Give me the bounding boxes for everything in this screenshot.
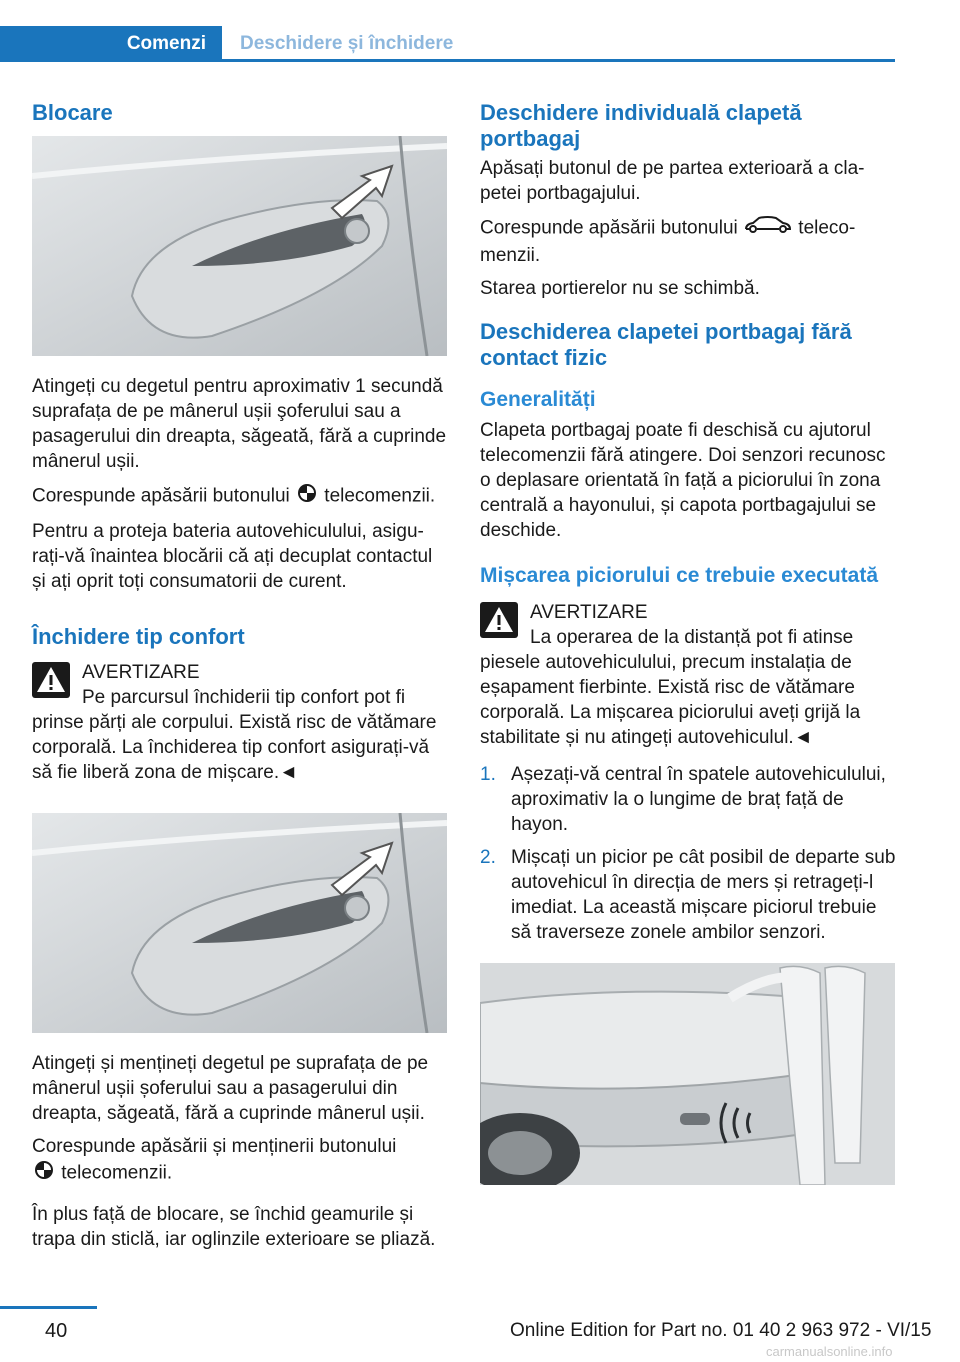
- remote-lock-icon: [295, 482, 319, 511]
- heading-inchidere-confort: Închidere tip confort: [32, 624, 245, 649]
- steps-list: [480, 762, 898, 945]
- warning-box-miscare: [480, 600, 898, 750]
- step-number: 1.: [480, 764, 496, 785]
- trunk-car-icon: [743, 214, 793, 243]
- door-handle-image-1: [32, 136, 447, 356]
- list-item: [480, 762, 898, 837]
- header-tabs: [0, 26, 895, 62]
- heading-miscare: Mișcarea piciorului ce trebuie executată: [480, 564, 878, 587]
- individual-p2-text-before: Corespunde apăsării butonului: [480, 217, 738, 239]
- list-item: [480, 845, 898, 945]
- tab-deschidere-si-inchidere[interactable]: Deschidere și închidere: [222, 26, 895, 62]
- watermark: carmanualsonline.info: [766, 1344, 893, 1359]
- door-handle-image-2: [32, 813, 447, 1033]
- confort-p2-text-before: Corespunde apăsării și menținerii butonului: [32, 1136, 397, 1157]
- tab-comenzi[interactable]: Comenzi: [0, 26, 222, 62]
- rear-bumper-foot-illustration: [480, 963, 895, 1185]
- heading-fara-contact: Deschiderea clapetei portbagaj fără contact fizic: [480, 319, 852, 370]
- warning-text: La operarea de la distanță pot fi atinse piesele autovehiculului, precum instalația de eșapament fierbinte. Există risc de vătămare corporală. La mișcarea piciorului aveți grijă la stabilitate și nu atingeți autovehiculul.◄: [480, 627, 861, 748]
- remote-lock-icon: [32, 1159, 56, 1188]
- warning-title: AVERTIZARE: [82, 662, 200, 683]
- step-text: Așezați-vă central în spatele autovehiculului, aproximativ la o lungime de braț față de hayon.: [511, 764, 886, 835]
- step-text: Mișcați un picior pe cât posibil de departe sub autovehicul în direcția de mers și retrageți-l imediat. La această mișcare piciorul trebuie să traverseze zonele ambilor senzori.: [511, 847, 896, 943]
- tab-underline: [222, 59, 895, 62]
- warning-text: Pe parcursul închiderii tip confort pot fi prinse părți ale corpului. Există risc de vătămare corporală. La închiderea tip confort asigurați-vă să fie liberă zona de mișcare.◄: [32, 687, 437, 783]
- blocare-paragraph-2: [32, 482, 450, 511]
- door-handle-illustration: [32, 136, 447, 356]
- heading-generalitati: Generalități: [480, 388, 596, 411]
- right-column: [480, 100, 898, 1203]
- blocare-paragraph-3: Pentru a proteja bateria autovehiculului, asigurați-vă înaintea blocării că ați decuplat contactul și ați oprit toți consumatorii de curent.: [32, 521, 433, 592]
- edition-text: Online Edition for Part no. 01 40 2 963 972 - VI/15: [510, 1320, 932, 1341]
- individual-paragraph-3: Starea portierelor nu se schimbă.: [480, 278, 760, 299]
- confort-p2-text-after: telecomenzii.: [61, 1162, 173, 1184]
- blocare-p2-text-after: telecomenzii.: [324, 485, 436, 507]
- blocare-p2-text-before: Corespunde apăsării butonului: [32, 485, 290, 507]
- heading-deschidere-individuala: Deschidere individuală clapetă portbagaj: [480, 100, 802, 151]
- warning-triangle-icon: [480, 602, 518, 638]
- generalitati-paragraph-1: Clapeta portbagaj poate fi deschisă cu ajutorul telecomenzii fără atingere. Doi senzori recunosc o deplasare orientată în față a piciorului în zona centrală a hayonului, și capota portbagajului se deschide.: [480, 420, 886, 541]
- heading-blocare: Blocare: [32, 100, 113, 125]
- footer-rule: [0, 1306, 97, 1309]
- individual-p2-text-after: telecomenzii.: [480, 217, 856, 266]
- left-column: [32, 100, 450, 1260]
- individual-paragraph-2: [480, 214, 898, 268]
- warning-title: AVERTIZARE: [530, 602, 648, 623]
- confort-paragraph-1: Atingeți și mențineți degetul pe suprafața de pe mânerul ușii șoferului sau a pasagerului din dreapta, săgeată, fără a cuprinde mânerul ușii.: [32, 1053, 429, 1124]
- individual-paragraph-1: Apăsați butonul de pe partea exterioară a clapetei portbagajului.: [480, 158, 865, 204]
- warning-triangle-icon: [32, 662, 70, 698]
- warning-box-confort: [32, 660, 450, 785]
- page-number: 40: [45, 1320, 68, 1342]
- door-handle-illustration-2: [32, 813, 447, 1033]
- rear-bumper-foot-image: [480, 963, 895, 1185]
- blocare-paragraph-1: Atingeți cu degetul pentru aproximativ 1 secundă suprafața de pe mânerul ușii şoferului sau a pasagerului din dreapta, săgeată, fără a cuprinde mânerul ușii.: [32, 376, 447, 472]
- confort-paragraph-2: [32, 1134, 450, 1188]
- confort-paragraph-3: În plus față de blocare, se închid geamurile și trapa din sticlă, iar oglinzile exterioare se pliază.: [32, 1204, 436, 1250]
- step-number: 2.: [480, 847, 496, 868]
